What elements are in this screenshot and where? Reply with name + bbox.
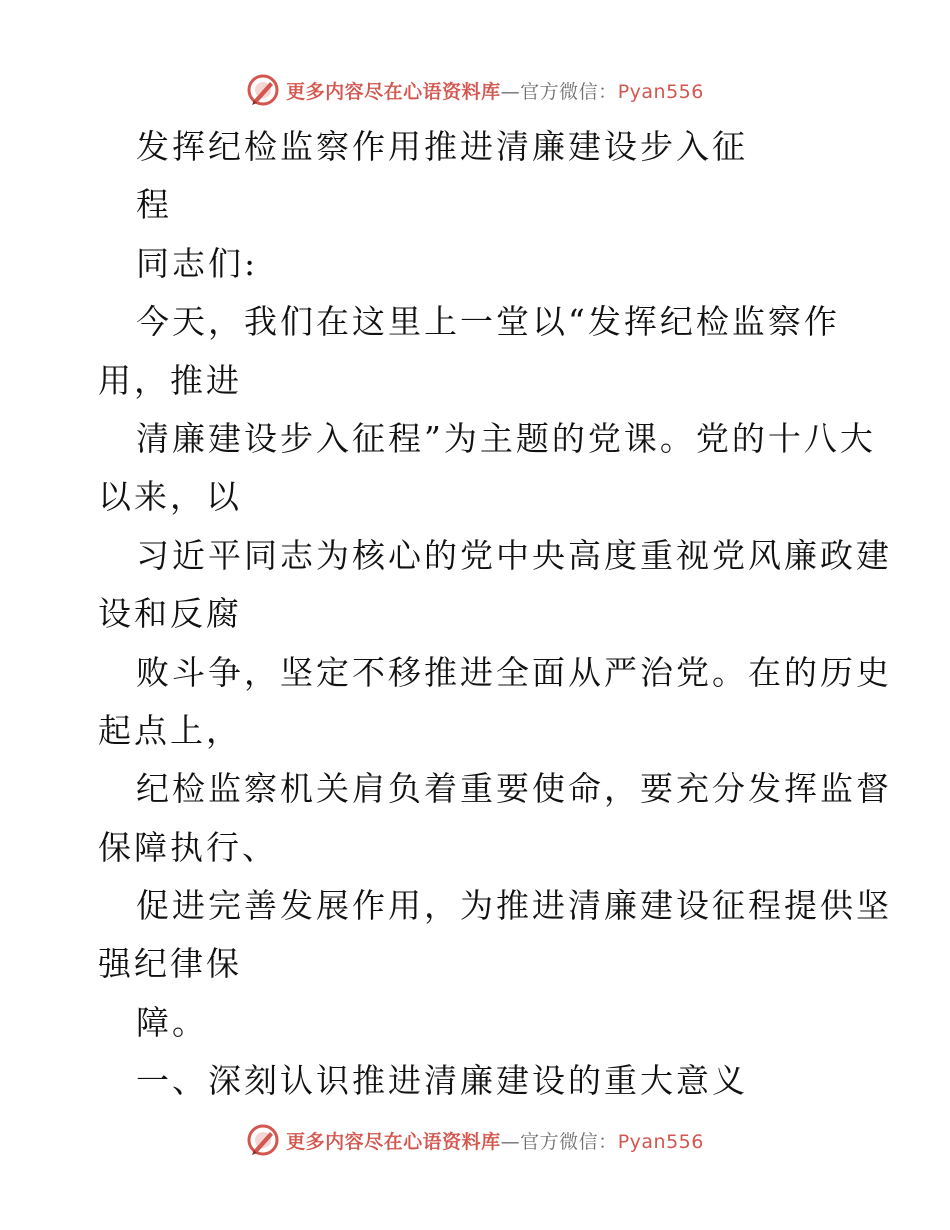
doc-line: 以来，以: [98, 477, 242, 517]
doc-line: 今天，我们在这里上一堂以“发挥纪检监察作: [136, 302, 840, 342]
watermark-wechat-label: —官方微信：: [500, 80, 618, 103]
watermark-title: 更多内容尽在心语资料库: [286, 80, 501, 103]
doc-line: 设和反腐: [98, 594, 242, 634]
pen-logo-icon: [246, 73, 280, 107]
section-heading: 一、深刻认识推进清廉建设的重大意义: [136, 1061, 748, 1101]
doc-line: 程: [136, 185, 172, 225]
doc-line: 保障执行、: [98, 827, 278, 867]
watermark-wechat-id: Pyan556: [617, 80, 704, 103]
watermark-text: [286, 1127, 704, 1154]
watermark-wechat-label: —官方微信：: [500, 1130, 618, 1153]
doc-line: 发挥纪检监察作用推进清廉建设步入征: [136, 127, 748, 166]
doc-line: 强纪律保: [98, 944, 242, 984]
doc-line: 清廉建设步入征程”为主题的党课。党的十八大: [136, 418, 876, 458]
doc-line: 习近平同志为核心的党中央高度重视党风廉政建: [136, 535, 892, 575]
doc-line: 纪检监察机关肩负着重要使命，要充分发挥监督: [136, 769, 892, 809]
header-watermark: [0, 70, 950, 110]
doc-line: 用，推进: [98, 360, 242, 400]
watermark-wechat-id: Pyan556: [617, 1130, 704, 1153]
doc-line: 败斗争，坚定不移推进全面从严治党。在的历史: [136, 652, 892, 692]
document-body: [98, 118, 892, 1111]
doc-line: 障。: [136, 1002, 208, 1042]
doc-line: 促进完善发展作用，为推进清廉建设征程提供坚: [136, 886, 892, 926]
watermark-text: [286, 77, 704, 104]
doc-line: 起点上，: [98, 710, 242, 750]
footer-watermark: [0, 1120, 950, 1160]
pen-logo-icon: [246, 1123, 280, 1157]
watermark-title: 更多内容尽在心语资料库: [286, 1130, 501, 1153]
doc-line: 同志们:: [136, 243, 259, 283]
